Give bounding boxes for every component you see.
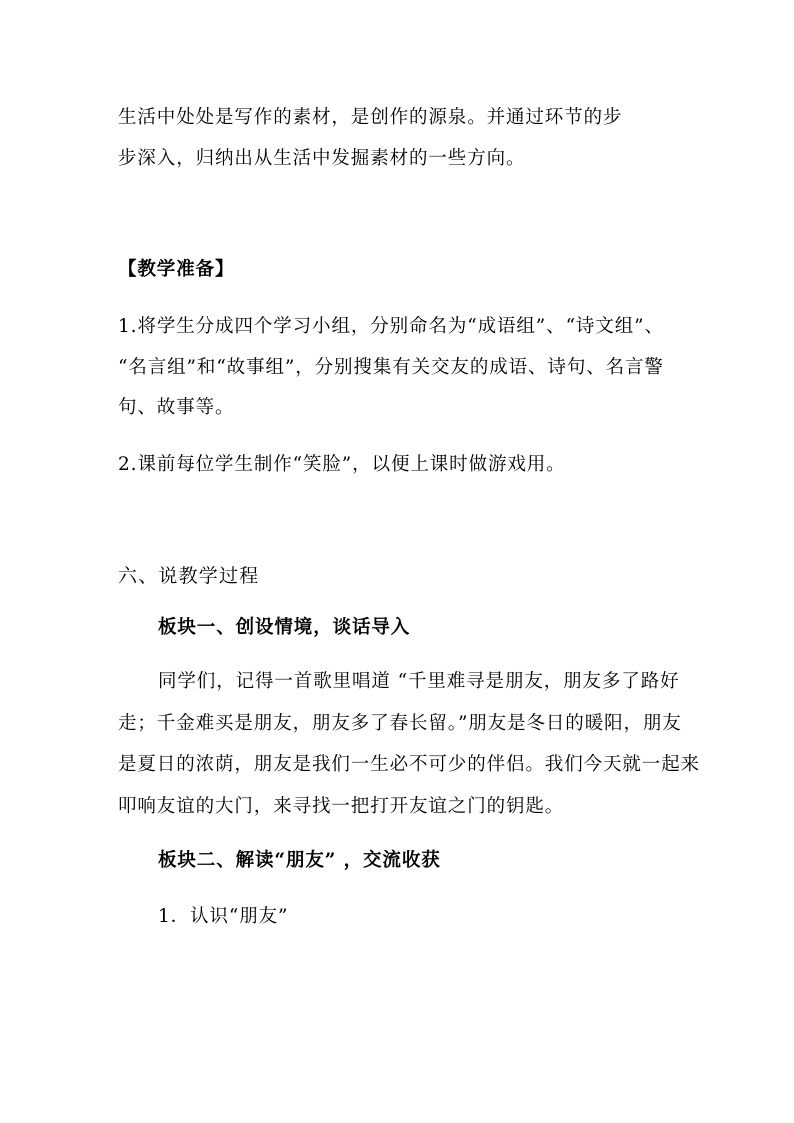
block-1-title: 板块一、创设情境，谈话导入 [158,617,411,638]
preparation-item-1-line-1: 1.将学生分成四个学习小组，分别命名为“成语组”、“诗文组”、 [118,316,664,337]
block-1-paragraph-line-1: 同学们，记得一首歌里唱道 “千里难寻是朋友，朋友多了路好 [158,671,680,692]
block-2-title: 板块二、解读“朋友” ，交流收获 [158,850,441,871]
preparation-item-2: 2.课前每位学生制作“笑脸”，以便上课时做游戏用。 [118,454,566,475]
block-2-subheading-1: 1．认识“朋友” [158,906,289,927]
block-1-paragraph-line-3: 是夏日的浓荫，朋友是我们一生必不可少的伴侣。我们今天就一起来 [118,754,701,775]
intro-line-1: 生活中处处是写作的素材，是创作的源泉。并通过环节的步 [118,107,623,128]
preparation-item-1-line-3: 句、故事等。 [118,397,235,418]
intro-line-2: 步深入，归纳出从生活中发掘素材的一些方向。 [118,148,526,169]
process-heading: 六、说教学过程 [118,565,260,587]
preparation-heading: 【教学准备】 [118,259,235,280]
block-1-paragraph-line-2: 走；千金难买是朋友，朋友多了春长留。”朋友是冬日的暖阳，朋友 [118,713,682,734]
block-1-paragraph-line-4: 叩响友谊的大门，来寻找一把打开友谊之门的钥匙。 [118,796,565,817]
preparation-item-1-line-2: “名言组”和“故事组”，分别搜集有关交友的成语、诗句、名言警 [118,357,664,378]
